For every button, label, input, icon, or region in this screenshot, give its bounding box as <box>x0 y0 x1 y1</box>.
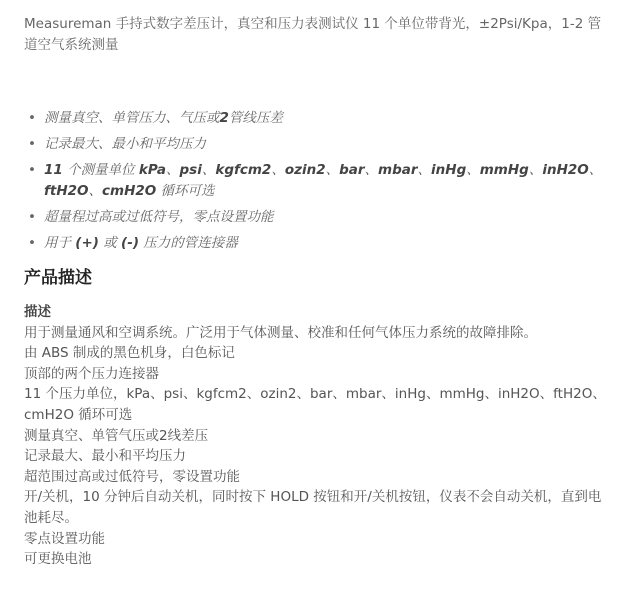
feature-segment: 记录最大、最小和平均压力 <box>44 136 206 152</box>
feature-segment: 测量真空、单管压力、气压或 <box>44 110 220 126</box>
feature-emphasis: 2 <box>219 110 229 126</box>
feature-segment: 管线压差 <box>228 110 283 126</box>
feature-segment: 、 <box>417 162 432 178</box>
feature-segment: 、 <box>201 162 216 178</box>
feature-text <box>44 110 283 126</box>
description-line: 测量真空、单管气压或2线差压 <box>24 427 209 444</box>
feature-emphasis: inHg <box>431 162 467 178</box>
description-line: 开/关机，10 分钟后自动关机，同时按下 HOLD 按钮和开/关机按钮，仪表不会自动关机，直到电池耗尽。 <box>24 489 602 526</box>
feature-emphasis: ozin2 <box>284 162 326 178</box>
description-block <box>24 302 614 570</box>
feature-segment: 超量程过高或过低符号，零点设置功能 <box>44 209 274 225</box>
feature-list <box>24 108 614 254</box>
feature-item <box>24 134 614 155</box>
description-label: 描述 <box>24 304 51 320</box>
feature-segment: 压力的管连接器 <box>139 235 238 251</box>
description-line: 可更换电池 <box>24 551 92 568</box>
bullet-icon: • <box>28 162 36 178</box>
feature-segment: 循环可选 <box>156 183 215 199</box>
feature-emphasis: ftH2O <box>44 183 89 199</box>
description-line: 顶部的两个压力连接器 <box>24 365 159 382</box>
description-line: 用于测量通风和空调系统。广泛用于气体测量、校准和任何气体压力系统的故障排除。 <box>24 324 537 341</box>
bullet-icon: • <box>28 110 36 126</box>
feature-segment: 、 <box>271 162 285 178</box>
feature-segment: 、 <box>325 162 340 178</box>
feature-segment: 、 <box>588 162 603 178</box>
feature-emphasis: cmH2O <box>102 183 157 199</box>
feature-emphasis: mmHg <box>479 162 529 178</box>
feature-emphasis: inH2O <box>542 162 589 178</box>
description-line: 零点设置功能 <box>24 530 105 547</box>
product-page <box>24 14 614 570</box>
feature-text <box>44 209 274 225</box>
section-heading-description: 产品描述 <box>24 268 92 288</box>
feature-segment: 、 <box>466 162 480 178</box>
feature-item <box>24 233 614 254</box>
bullet-icon: • <box>28 136 36 152</box>
feature-segment: 个测量单位 <box>62 162 139 178</box>
feature-emphasis: (-) <box>121 235 139 251</box>
feature-emphasis: bar <box>339 162 365 178</box>
feature-emphasis: (+) <box>75 235 99 251</box>
feature-segment: 、 <box>364 162 379 178</box>
feature-emphasis: mbar <box>378 162 418 178</box>
feature-segment: 、 <box>166 162 180 178</box>
feature-emphasis: psi <box>179 162 202 178</box>
feature-text <box>44 162 602 199</box>
feature-segment: 用于 <box>44 235 76 251</box>
feature-text <box>44 235 238 251</box>
description-line: 超范围过高或过低符号，零设置功能 <box>24 468 240 485</box>
description-line: 11 个压力单位，kPa、psi、kgfcm2、ozin2、bar、mbar、inHg、mmHg、inH2O、ftH2O、cmH2O 循环可选 <box>24 386 606 423</box>
description-line: 记录最大、最小和平均压力 <box>24 448 186 465</box>
product-title: Measureman 手持式数字差压计，真空和压力表测试仪 11 个单位带背光，±2Psi/Kpa，1-2 管道空气系统测量 <box>24 16 602 53</box>
feature-emphasis: kgfcm2 <box>215 162 272 178</box>
feature-segment: 、 <box>88 183 102 199</box>
feature-emphasis: 11 <box>44 162 63 178</box>
feature-item <box>24 108 614 129</box>
feature-item <box>24 160 614 202</box>
feature-item <box>24 207 614 228</box>
feature-emphasis: kPa <box>138 162 167 178</box>
feature-text <box>44 136 206 152</box>
bullet-icon: • <box>28 235 36 251</box>
bullet-icon: • <box>28 209 36 225</box>
feature-segment: 或 <box>98 235 122 251</box>
description-line: 由 ABS 制成的黑色机身，白色标记 <box>24 345 235 362</box>
feature-segment: 、 <box>528 162 543 178</box>
